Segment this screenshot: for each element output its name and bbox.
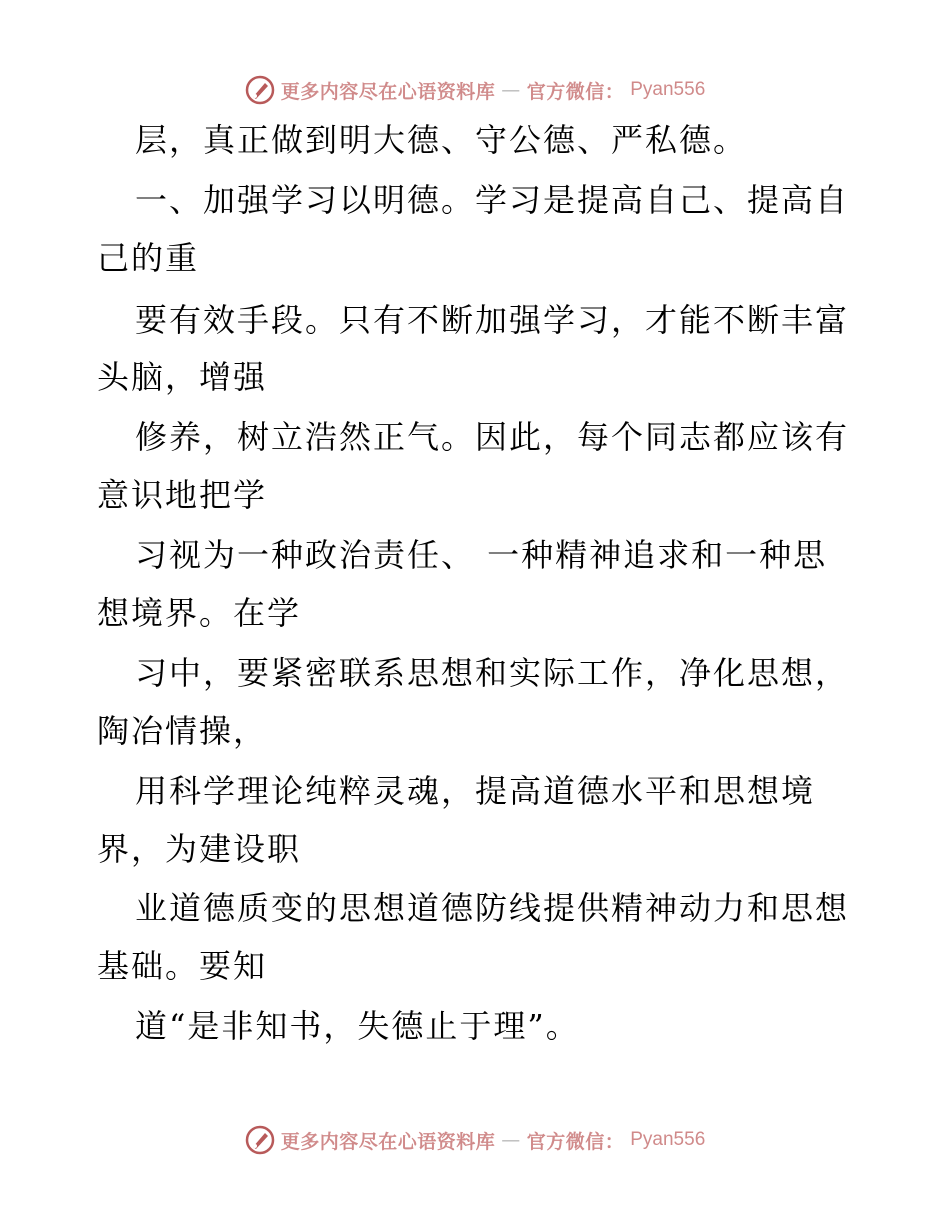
watermark-wechat-label: 官方微信： [526, 80, 625, 103]
pen-seal-icon [245, 1125, 275, 1155]
paragraph-line: 界，为建设职 [97, 830, 302, 868]
paragraph-line: 业道德质变的思想道德防线提供精神动力和思想 [135, 889, 850, 927]
watermark-dash: — [501, 1129, 521, 1151]
paragraph-line: 意识地把学 [97, 476, 268, 514]
paragraph-line: 陶冶情操， [97, 712, 268, 750]
paragraph-line: 基础。要知 [97, 947, 268, 985]
watermark-wechat-label: 官方微信： [526, 1130, 625, 1153]
pen-seal-icon [245, 75, 275, 105]
footer-watermark [0, 1120, 950, 1160]
watermark-brand: 更多内容尽在心语资料库 [280, 1130, 496, 1153]
paragraph-line: 道“是非知书，失德止于理”。 [135, 1007, 580, 1045]
header-watermark [0, 70, 950, 110]
paragraph-line: 用科学理论纯粹灵魂，提高道德水平和思想境 [135, 772, 816, 810]
paragraph-line: 习视为一种政治责任、 一种精神追求和一种思 [135, 536, 828, 574]
watermark-wechat-id: Pyan556 [630, 1129, 706, 1150]
watermark-dash: — [501, 79, 521, 101]
paragraph-line: 己的重 [97, 239, 200, 277]
paragraph-line: 头脑，增强 [97, 358, 268, 396]
watermark-brand: 更多内容尽在心语资料库 [280, 80, 496, 103]
paragraph-line: 要有效手段。只有不断加强学习，才能不断丰富 [135, 301, 850, 339]
paragraph-line: 想境界。在学 [97, 594, 302, 632]
paragraph-line: 一、加强学习以明德。学习是提高自己、提高自 [135, 181, 850, 219]
paragraph-line: 习中，要紧密联系思想和实际工作，净化思想， [135, 654, 850, 692]
paragraph-line: 修养，树立浩然正气。因此，每个同志都应该有 [135, 418, 850, 456]
watermark-wechat-id: Pyan556 [630, 79, 706, 100]
paragraph-line: 层，真正做到明大德、守公德、严私德。 [135, 121, 748, 159]
